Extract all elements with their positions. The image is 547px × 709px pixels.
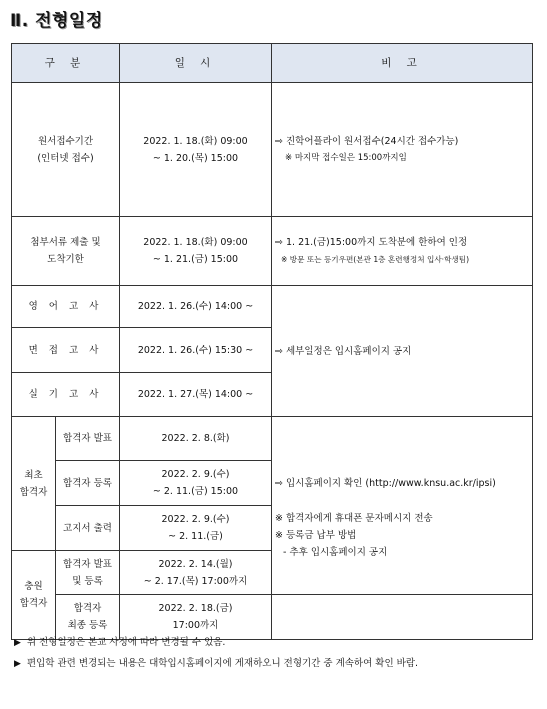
- first-accepted-group: 최초 합격자: [12, 417, 56, 551]
- table-row: [12, 217, 533, 286]
- documents-remark: ⇨ 1. 21.(금)15:00까지 도착분에 한하여 인정 ※ 방문 또는 등기우편(본관 1층 혼련행정처 입사·학생팀): [272, 217, 533, 286]
- application-label: 원서접수기간 (인터넷 접수): [12, 83, 120, 217]
- table-row: [12, 83, 533, 217]
- additional-announce-date: 2022. 2. 14.(월) ~ 2. 17.(목) 17:00까지: [120, 551, 272, 595]
- application-remark: ⇨ 진학어플라이 원서접수(24시간 접수가능) ※ 마지막 접수일은 15:00까지임: [272, 83, 533, 217]
- header-datetime: 일 시: [120, 44, 272, 83]
- table-header-row: [12, 44, 533, 83]
- first-announce-label: 합격자 발표: [56, 417, 120, 461]
- result-remark-notes: ※ 합격자에게 휴대폰 문자메시지 전송 ※ 등록금 납부 방법 - 추후 입시홈페이지 공지: [272, 506, 533, 595]
- schedule-table: [11, 43, 533, 640]
- first-announce-date: 2022. 2. 8.(화): [120, 417, 272, 461]
- additional-announce-label: 합격자 발표 및 등록: [56, 551, 120, 595]
- interview-label: 면 접 고 사: [12, 328, 120, 373]
- additional-accepted-group: 충원 합격자: [12, 551, 56, 640]
- first-register-date: 2022. 2. 9.(수) ~ 2. 11.(금) 15:00: [120, 461, 272, 506]
- footnote: ▶ 위 전형일정은 본교 사정에 따라 변경될 수 있음.: [14, 637, 226, 648]
- english-exam-date: 2022. 1. 26.(수) 14:00 ~: [120, 286, 272, 328]
- practical-exam-date: 2022. 1. 27.(목) 14:00 ~: [120, 373, 272, 417]
- header-remarks: 비 고: [272, 44, 533, 83]
- bullet-triangle-icon: ▶: [14, 659, 21, 669]
- result-remark-link: ⇨ 입시홈페이지 확인 (http://www.knsu.ac.kr/ipsi): [272, 461, 533, 506]
- notice-print-date: 2022. 2. 9.(수) ~ 2. 11.(금): [120, 506, 272, 551]
- footnote: ▶ 편입학 관련 변경되는 내용은 대학입시홈페이지에 게재하오니 전형기간 중 계속하여 확인 바람.: [14, 658, 419, 669]
- practical-exam-label: 실 기 고 사: [12, 373, 120, 417]
- application-date: 2022. 1. 18.(화) 09:00 ~ 1. 20.(목) 15:00: [120, 83, 272, 217]
- documents-date: 2022. 1. 18.(화) 09:00 ~ 1. 21.(금) 15:00: [120, 217, 272, 286]
- result-remark-bottom: [272, 595, 533, 640]
- exam-remark: ⇨ 세부일정은 입시홈페이지 공지: [272, 286, 533, 417]
- table-row: [12, 417, 533, 461]
- result-remark-top: [272, 417, 533, 461]
- documents-label: 첨부서류 제출 및 도착기한: [12, 217, 120, 286]
- table-row: [12, 286, 533, 328]
- table-row: [12, 461, 533, 506]
- section-title: Ⅱ. 전형일정: [10, 11, 103, 31]
- table-row: [12, 595, 533, 640]
- interview-date: 2022. 1. 26.(수) 15:30 ~: [120, 328, 272, 373]
- header-category: 구 분: [12, 44, 120, 83]
- final-register-date: 2022. 2. 18.(금) 17:00까지: [120, 595, 272, 640]
- english-exam-label: 영 어 고 사: [12, 286, 120, 328]
- table-row: [12, 506, 533, 551]
- first-register-label: 합격자 등록: [56, 461, 120, 506]
- bullet-triangle-icon: ▶: [14, 638, 21, 648]
- final-register-label: 합격자 최종 등록: [56, 595, 120, 640]
- notice-print-label: 고지서 출력: [56, 506, 120, 551]
